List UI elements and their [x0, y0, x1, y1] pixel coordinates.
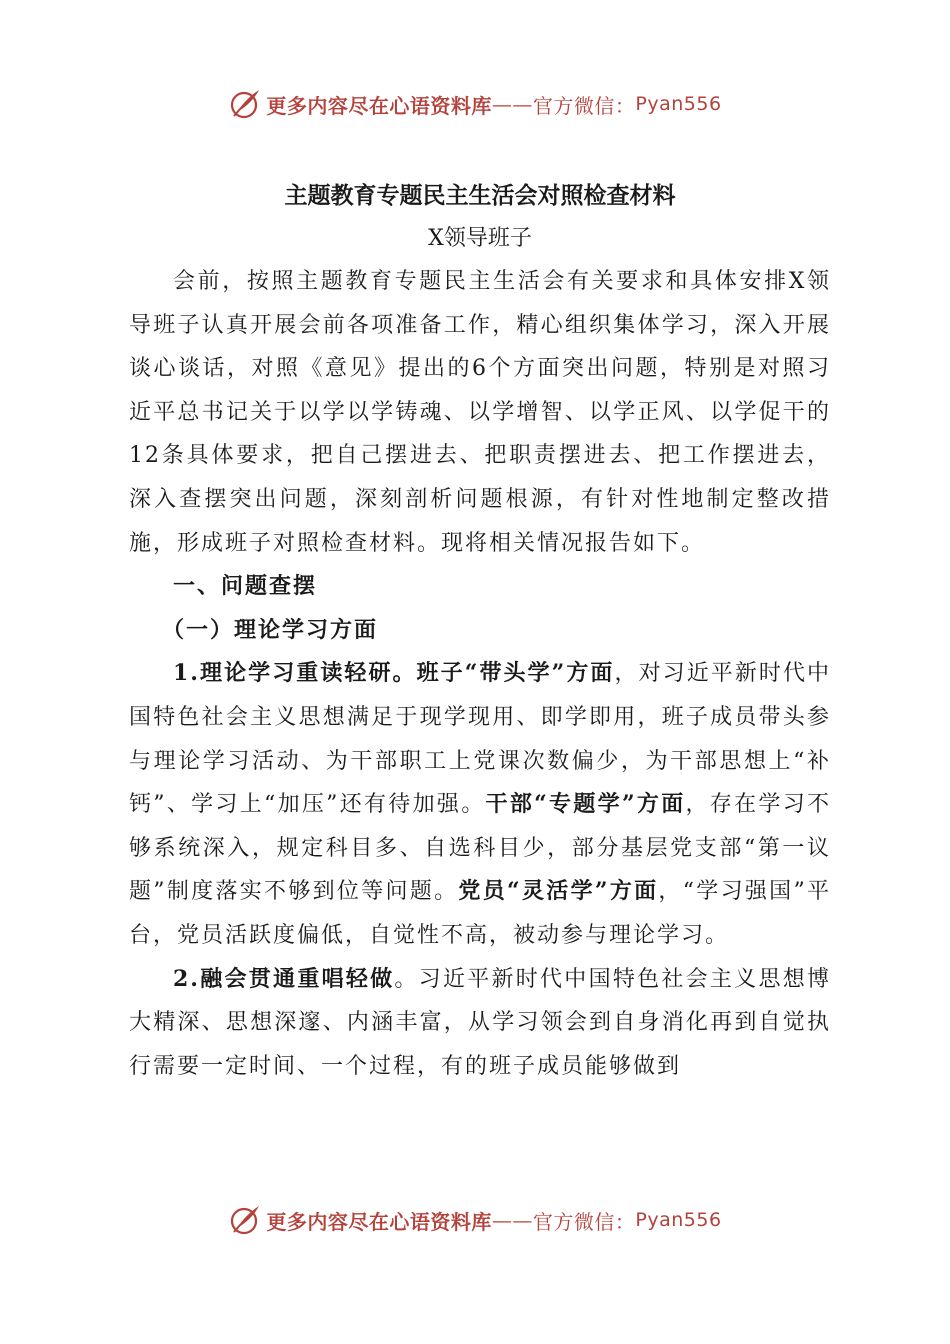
watermark-banner-bottom: [0, 1200, 950, 1240]
banner-wechat-id: Pyan556: [635, 93, 722, 115]
quill-logo-icon: [228, 1203, 262, 1237]
item-1-text-3: ，“学习强国”平台，党员活跃度偏低，自觉性不高，被动参与理论学习。: [129, 879, 832, 948]
item-1-lead-2: 干部“专题学”方面: [485, 791, 686, 818]
document-subtitle: X领导班子: [428, 226, 532, 251]
document-title: 主题教育专题民主生活会对照检查材料: [284, 182, 676, 209]
item-1-lead-1: 班子“带头学”方面: [416, 660, 615, 687]
item-2-title: 2.融会贯通重唱轻做: [173, 965, 395, 992]
banner-site-name: 更多内容尽在心语资料库: [266, 1209, 492, 1234]
banner-wechat-id: Pyan556: [635, 1209, 722, 1231]
item-1-text-1: ，对习近平新时代中国特色社会主义思想满足于现学现用、即学即用，班子成员带头参与理论学习活动、为干部职工上党课次数偏少，为干部思想上“补钙”、学习上“加压”还有待加强。: [129, 661, 832, 818]
item-2-paragraph: [129, 958, 831, 1089]
intro-paragraph: 会前，按照主题教育专题民主生活会有关要求和具体安排X领导班子认真开展会前各项准备工作，精心组织集体学习，深入开展谈心谈话，对照《意见》提出的6个方面突出问题，特别是对照习近平总书记关于以学以学铸魂、以学增智、以学正风、以学促干的12条具体要求，把自己摆进去、把职责摆进去、把工作摆进去，深入查摆突出问题，深刻剖析问题根源，有针对性地制定整改措施，形成班子对照检查材料。现将相关情况报告如下。: [129, 269, 831, 556]
quill-logo-icon: [228, 87, 262, 121]
document-body: [129, 174, 831, 1088]
section-heading-problems: 一、问题查摆: [173, 573, 318, 600]
watermark-banner-top: [0, 84, 950, 124]
item-1-lead-3: 党员“灵活学”方面: [458, 878, 659, 905]
banner-separator: ——: [491, 1208, 533, 1232]
banner-separator: ——: [491, 92, 533, 116]
item-1-paragraph: [129, 652, 831, 957]
subsection-heading-theory: （一）理论学习方面: [162, 616, 379, 643]
item-2-text: 。习近平新时代中国特色社会主义思想博大精深、思想深邃、内涵丰富，从学习领会到自身消化再到自觉执行需要一定时间、一个过程，有的班子成员能够做到: [129, 966, 831, 1079]
item-1-text-2: ，存在学习不够系统深入，规定科目多、自选科目少，部分基层党支部“第一议题”制度落实不够到位等问题。: [129, 792, 832, 905]
banner-wechat-label: 官方微信：: [532, 93, 636, 118]
banner-site-name: 更多内容尽在心语资料库: [266, 93, 492, 118]
banner-wechat-label: 官方微信：: [532, 1209, 636, 1234]
item-1-title: 1.理论学习重读轻研。: [173, 660, 417, 687]
